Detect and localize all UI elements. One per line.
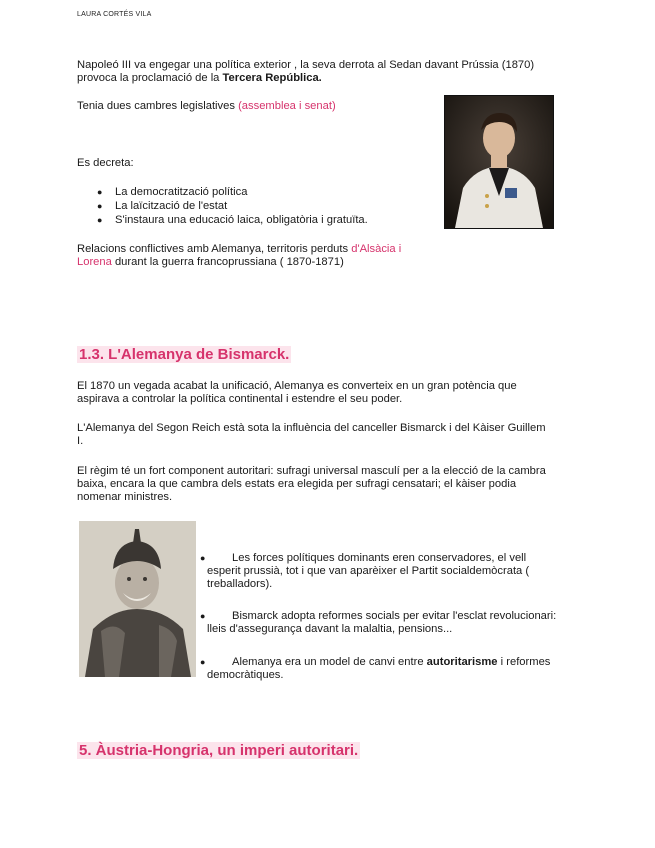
bismarck-bullets [196,552,586,686]
page-header-author: LAURA CORTÉS VILA [77,11,152,18]
bullet-icon: ● [97,201,103,211]
section-heading-austria-hungary: 5. Àustria-Hongria, un imperi autoritari. [79,742,359,759]
bullet-icon: ● [200,611,206,621]
list-item: ● La laïcització de l'estat [97,200,228,212]
bullet-icon: ● [97,187,103,197]
list-item: ● S'instaura una educació laica, obligatòria i gratuïta. [97,214,368,226]
bullet-icon: ● [200,657,206,667]
list-item: ● Les forces polítiques dominants eren conservadores, el vell esperit prussià, tot i que van aparèixer el Partit socialdemòcrata ( treballadors). [200,552,530,590]
list-item: ● Bismarck adopta reformes socials per evitar l'esclat revolucionari: lleis d'assegurança davant la malaltia, pensions... [200,610,557,635]
paragraph-germany-relations: Relacions conflictives amb Alemanya, territoris perduts d'Alsàcia i Lorena durant la guerra francoprussiana ( 1870-1871) [77,243,402,268]
paragraph-chambers: Tenia dues cambres legislatives (assemblea i senat) [77,100,336,112]
section-heading-bismarck: 1.3. L'Alemanya de Bismarck. [79,346,290,363]
bullet-icon: ● [97,215,103,225]
decrees-list [97,186,417,228]
paragraph-regime: El règim té un fort component autoritari: sufragi universal masculí per a la elecció de la cambra baixa, encara la que cambra dels estats era elegida per sufragi censatari; el kàiser podia nomenar ministres. [77,465,546,503]
napoleon-portrait [444,95,554,229]
bullet-icon: ● [200,553,206,563]
paragraph-second-reich: L'Alemanya del Segon Reich està sota la influència del canceller Bismarck i del Kàiser Guillem I. [77,422,546,447]
list-item: ● La democratització política [97,186,248,198]
paragraph-napoleon: Napoleó III va engegar una política exterior , la seva derrota al Sedan davant Prússia (1870) provoca la proclamació de la Tercera República. [77,59,535,84]
bismarck-portrait [79,521,196,677]
list-item: ● Alemanya era un model de canvi entre autoritarisme i reformes democràtiques. [200,656,551,681]
paragraph-decrees-label: Es decreta: [77,157,134,169]
paragraph-unification: El 1870 un vegada acabat la unificació, Alemanya es converteix en un gran potència que aspirava a controlar la política continental i estendre el seu poder. [77,380,517,405]
